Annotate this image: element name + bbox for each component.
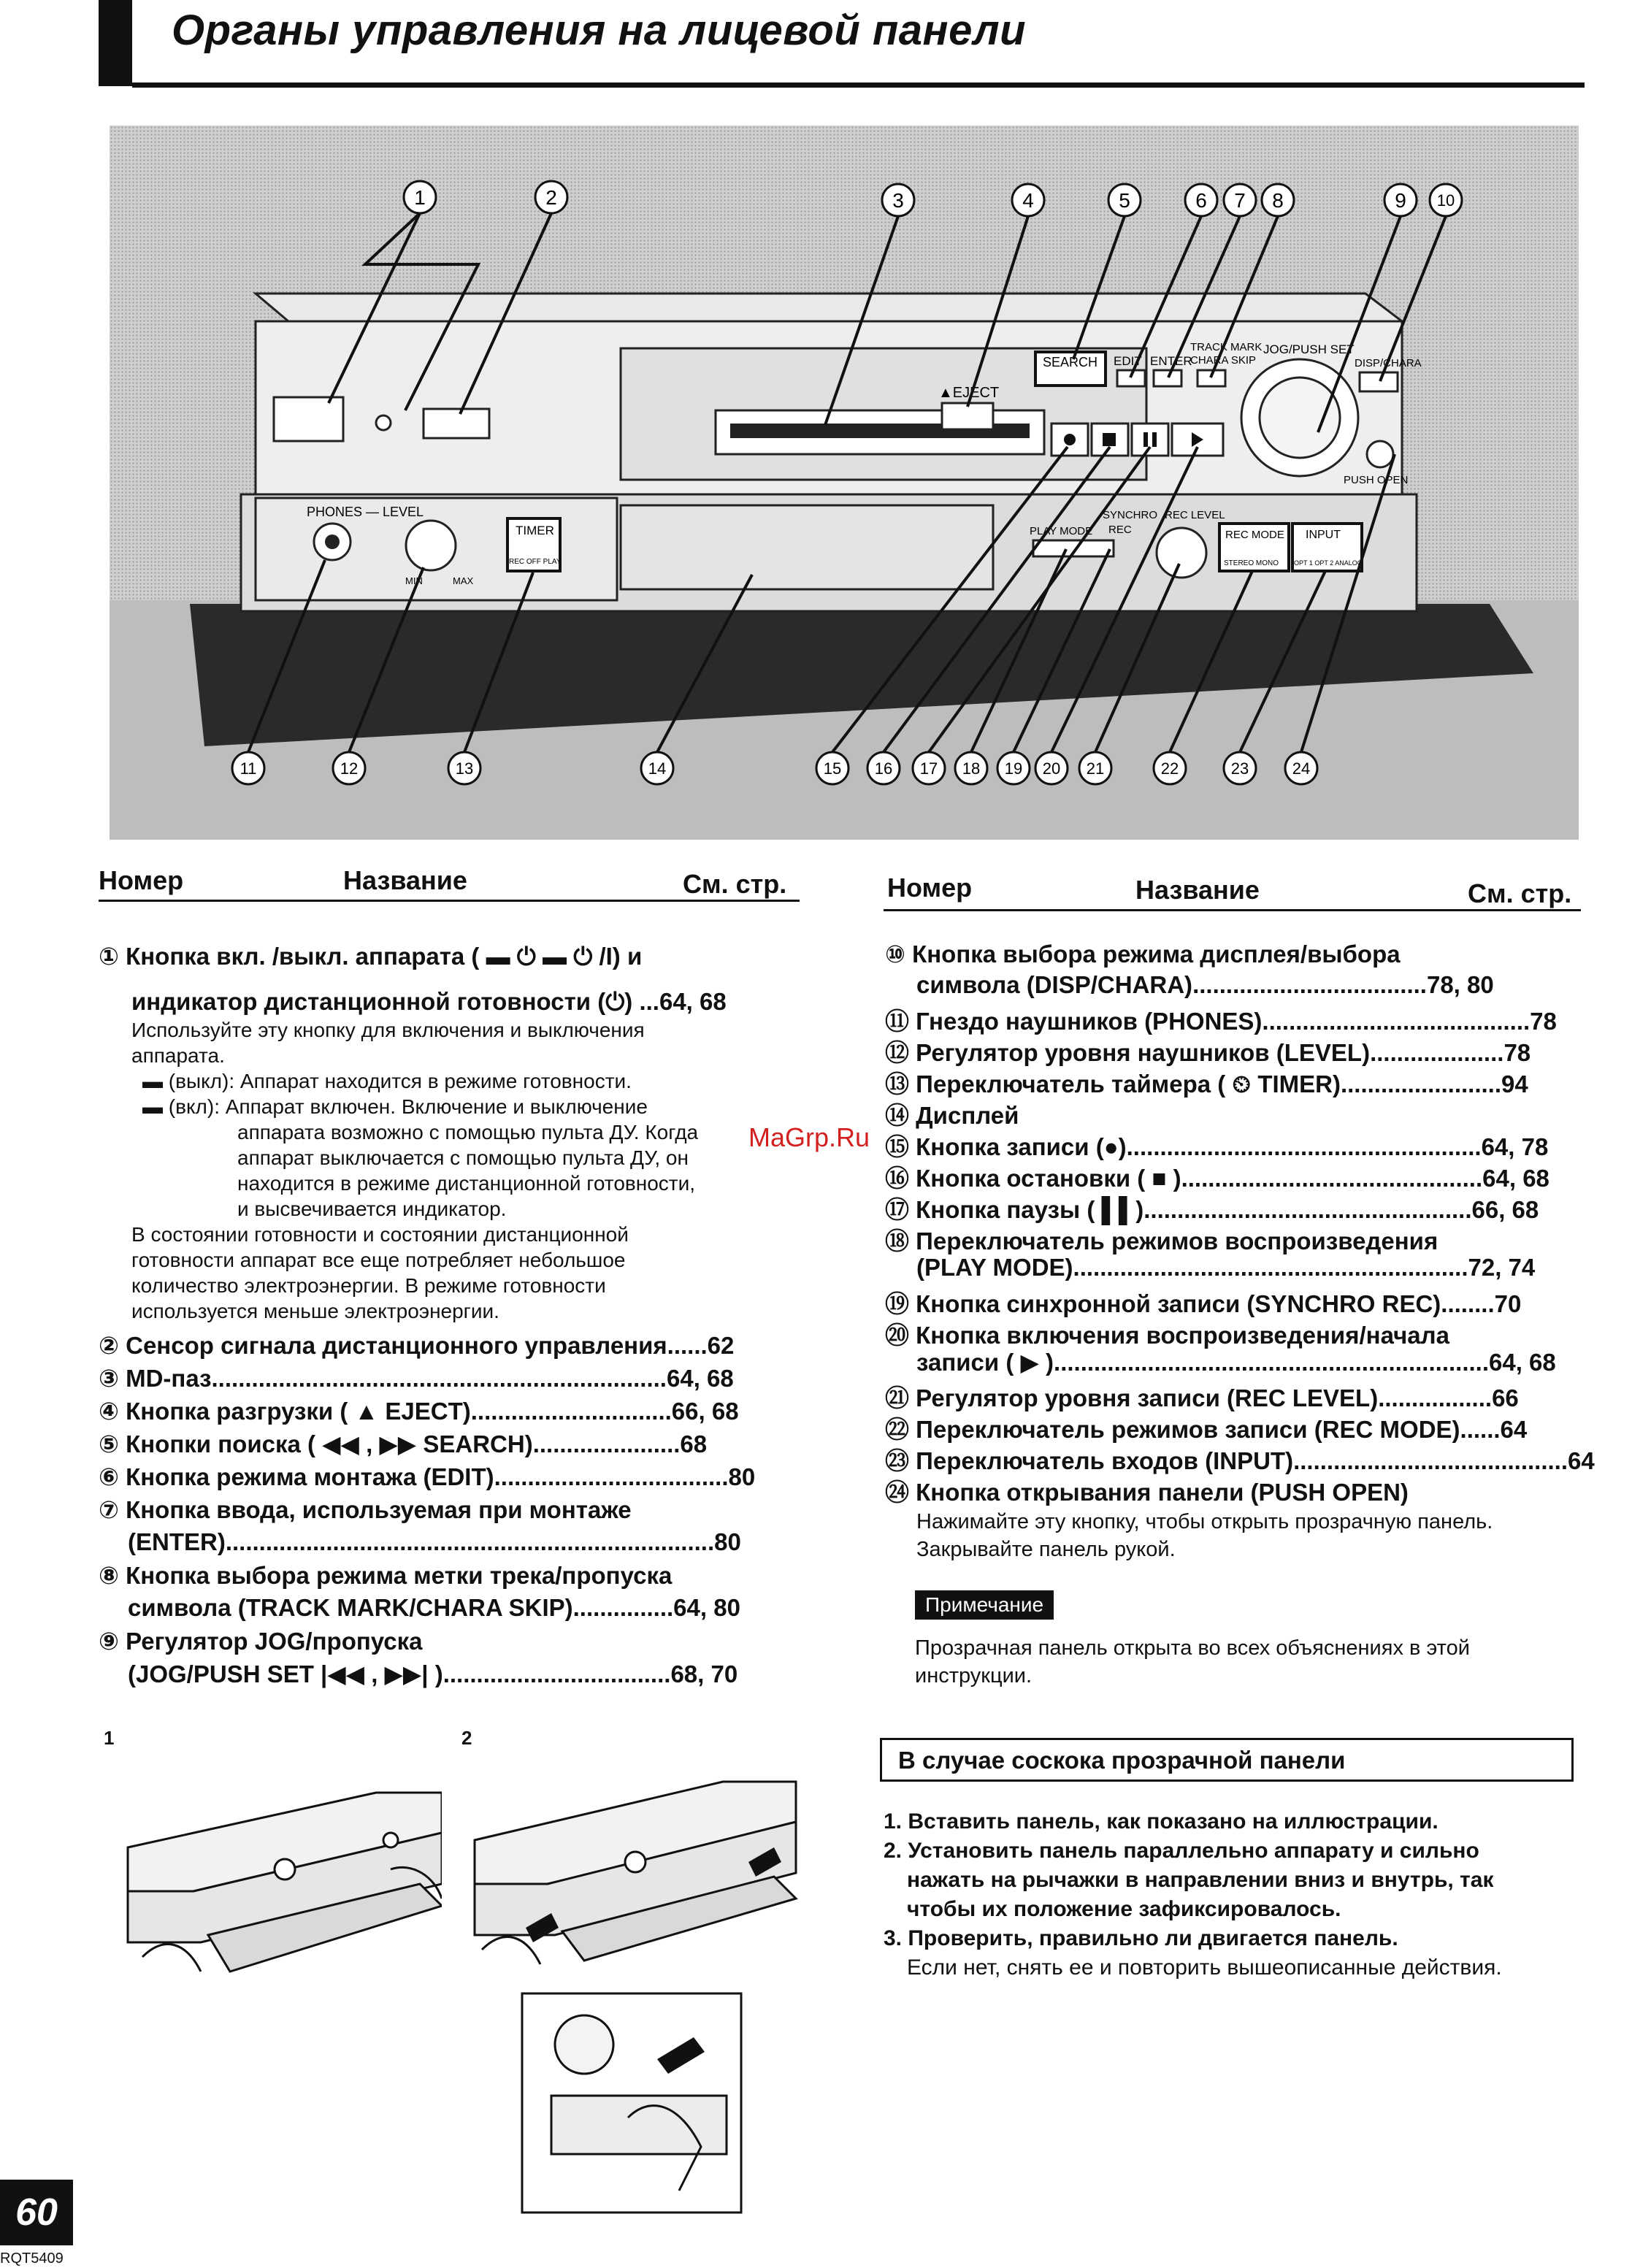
- callout-12: 12: [340, 759, 359, 778]
- right-entry-17: ⑰ Кнопка паузы ( ▌▌).................................................66, 68: [885, 1196, 1539, 1223]
- left-header-number: Номер: [99, 865, 184, 895]
- input-label: INPUT: [1306, 529, 1341, 541]
- right-entry-15: ⑮ Кнопка записи (●).....................................................64, 78: [885, 1133, 1549, 1160]
- right-entry-23: ㉓ Переключатель входов (INPUT).........................................64: [885, 1447, 1595, 1474]
- entry-1-note-line4: используется меньше электроэнергии.: [131, 1300, 499, 1322]
- rec-level-knob: [1157, 528, 1206, 578]
- right-entry-18-line2: (PLAY MODE)...........................................................72, 74: [916, 1254, 1536, 1281]
- callout-1: 1: [414, 186, 426, 209]
- entry-1-on-line1: ▬ (вкл): Аппарат включен. Включение и выключение: [142, 1095, 648, 1118]
- push-open-desc-line2: Закрывайте панель рукой.: [916, 1538, 1176, 1561]
- power-button: [274, 397, 343, 441]
- callout-24: 24: [1292, 759, 1311, 778]
- right-entry-19: ⑲ Кнопка синхронной записи (SYNCHRO REC)........70: [885, 1290, 1522, 1317]
- right-entry-11: ⑪ Гнездо наушников (PHONES)........................................78: [885, 1008, 1557, 1035]
- callouts-top: [404, 181, 1462, 216]
- stereo-mono-label: STEREO MONO: [1224, 559, 1279, 567]
- left-entry-4: ④ Кнопка разгрузки ( ▲ EJECT)..............................66, 68: [99, 1398, 739, 1425]
- right-entry-13: ⑬ Переключатель таймера ( ⏲ TIMER)........................94: [885, 1070, 1528, 1097]
- phones-level-label: PHONES — LEVEL: [307, 505, 424, 519]
- phones-jack-hole: [325, 535, 340, 549]
- callout-3: 3: [892, 189, 904, 212]
- standby-indicator: [376, 415, 391, 430]
- entry-1-on-line3: аппарат выключается с помощью пульта ДУ, он: [237, 1146, 689, 1169]
- left-entry-1-line2: индикатор дистанционной готовности (⏻) ...64, 68: [131, 988, 727, 1015]
- callout-16: 16: [874, 759, 893, 778]
- callout-10: 10: [1436, 191, 1455, 210]
- callout-18: 18: [962, 759, 981, 778]
- left-entry-5: ⑤ Кнопки поиска ( ◀◀ , ▶▶ SEARCH)......................68: [99, 1430, 708, 1457]
- section-step-3-line2: Если нет, снять ее и повторить вышеописанные действия.: [907, 1955, 1502, 1980]
- left-entry-7-line1: ⑦ Кнопка ввода, используемая при монтаже: [99, 1496, 632, 1523]
- pause-symbol-right: [1152, 432, 1157, 447]
- entry-1-on-line4: находится в режиме дистанционной готовности,: [237, 1172, 696, 1195]
- section-title-box: [880, 1738, 1574, 1782]
- section-step-1: 1. Вставить панель, как показано на иллюстрации.: [884, 1809, 1438, 1834]
- unit-top: [256, 294, 1402, 321]
- section-step-2-line2: нажать на рычажки в направлении вниз и внутрь, так: [907, 1868, 1494, 1892]
- push-open-label: PUSH OPEN: [1344, 474, 1409, 486]
- note-text-line2: инструкции.: [915, 1664, 1033, 1687]
- left-header-name: Название: [343, 865, 467, 895]
- callout-4: 4: [1022, 189, 1034, 212]
- push-open-desc: [916, 1508, 1493, 1563]
- eject-button: [942, 403, 993, 429]
- callout-20: 20: [1042, 759, 1061, 778]
- edit-label: EDIT: [1114, 354, 1142, 368]
- left-entry-3: ③ MD-паз....................................................................64, 68: [99, 1365, 734, 1392]
- entry-1-note-line1: В состоянии готовности и состоянии дистанционной: [131, 1223, 629, 1246]
- play-mode-label: PLAY MODE: [1030, 525, 1093, 537]
- enter-button: [1154, 370, 1181, 386]
- entry-1-note-line2: готовности аппарат все еще потребляет небольшое: [131, 1249, 626, 1271]
- entry-1-desc-line2: аппарата.: [131, 1044, 225, 1067]
- right-entry-22: ㉒ Переключатель режимов записи (REC MODE)......64: [885, 1416, 1528, 1443]
- entry-1-note-line3: количество электроэнергии. В режиме готовности: [131, 1274, 606, 1297]
- level-min-label: MIN: [405, 575, 423, 586]
- left-entry-1-line1: ① Кнопка вкл. /выкл. аппарата ( ▬ ⏻ ▬ ⏻ /I) и: [99, 943, 643, 970]
- entry-1-on-line2: аппарата возможно с помощью пульта ДУ. Когда: [237, 1121, 699, 1143]
- pause-button: [1132, 424, 1168, 456]
- disp-label: DISP/CHARA: [1355, 357, 1422, 369]
- entry-1-desc: [131, 1017, 789, 1324]
- right-entry-14: ⑭ Дисплей: [885, 1102, 1019, 1129]
- level-max-label: MAX: [453, 575, 474, 586]
- page-title: Органы управления на лицевой панели: [172, 7, 1027, 54]
- left-entry-6: ⑥ Кнопка режима монтажа (EDIT)...................................80: [99, 1463, 756, 1490]
- eject-label: ▲EJECT: [938, 385, 1000, 401]
- callout-22: 22: [1160, 759, 1179, 778]
- entry-1-desc-line1: Используйте эту кнопку для включения и выключения: [131, 1019, 645, 1041]
- callout-21: 21: [1086, 759, 1105, 778]
- jog-label: JOG/PUSH SET: [1263, 342, 1355, 356]
- rec-level-label: REC LEVEL: [1165, 509, 1225, 521]
- callout-13: 13: [455, 759, 474, 778]
- right-entry-18-line1: ⑱ Переключатель режимов воспроизведения: [885, 1227, 1438, 1254]
- synchro-label: SYNCHRO: [1103, 509, 1158, 521]
- callout-17: 17: [919, 759, 938, 778]
- section-step-2-line3: чтобы их положение зафиксировалось.: [907, 1897, 1341, 1921]
- front-panel-diagram: [110, 126, 1579, 840]
- input-sub-label: OPT 1 OPT 2 ANALOG: [1294, 559, 1363, 567]
- search-label: SEARCH: [1043, 355, 1098, 369]
- callout-7: 7: [1234, 189, 1246, 212]
- right-header-name: Название: [1135, 875, 1260, 905]
- track-mark-label: TRACK MARK: [1190, 341, 1263, 353]
- right-entry-10-line1: ⑩ Кнопка выбора режима дисплея/выбора: [885, 940, 1401, 968]
- callout-9: 9: [1395, 189, 1406, 212]
- note-badge: Примечание: [915, 1590, 1054, 1620]
- left-entry-9-line1: ⑨ Регулятор JOG/пропуска: [99, 1628, 423, 1655]
- callout-14: 14: [648, 759, 667, 778]
- entry-1-off: ▬ (выкл): Аппарат находится в режиме готовности.: [142, 1070, 632, 1092]
- level-knob: [406, 521, 456, 570]
- note-text: [915, 1634, 1470, 1690]
- push-open-desc-line1: Нажимайте эту кнопку, чтобы открыть прозрачную панель.: [916, 1510, 1493, 1533]
- page-number: 60: [0, 2180, 73, 2245]
- section-step-2-line1: 2. Установить панель параллельно аппарату и сильно: [884, 1839, 1479, 1863]
- remote-sensor: [424, 409, 489, 438]
- stop-symbol: [1103, 433, 1116, 446]
- right-header-number: Номер: [887, 873, 973, 903]
- callout-5: 5: [1119, 189, 1130, 212]
- chara-skip-label: CHARA SKIP: [1190, 354, 1257, 367]
- doc-code: RQT5409: [0, 2250, 64, 2267]
- right-entry-20-line2: записи ( ▶ ).................................................................64, 68: [916, 1349, 1556, 1376]
- figure-2-illustration: [460, 1752, 811, 2220]
- callout-6: 6: [1195, 189, 1207, 212]
- section-title: В случае соскока прозрачной панели: [898, 1747, 1346, 1774]
- callout-8: 8: [1272, 189, 1284, 212]
- left-header-rule: [99, 900, 800, 902]
- watermark: MaGrp.Ru: [748, 1122, 870, 1152]
- left-entry-8-line1: ⑧ Кнопка выбора режима метки трека/пропуска: [99, 1562, 673, 1589]
- right-entry-20-line1: ⑳ Кнопка включения воспроизведения/начала: [885, 1322, 1449, 1349]
- callout-19: 19: [1004, 759, 1023, 778]
- left-entry-8-line2: символа (TRACK MARK/CHARA SKIP)...............64, 80: [128, 1594, 740, 1621]
- callout-11: 11: [240, 759, 257, 778]
- left-entry-7-line2: (ENTER).........................................................................80: [128, 1528, 741, 1555]
- display-window: [621, 505, 993, 589]
- push-open-button: [1367, 441, 1393, 467]
- note-text-line1: Прозрачная панель открыта во всех объяснениях в этой: [915, 1636, 1470, 1660]
- callout-15: 15: [823, 759, 842, 778]
- right-entry-24: ㉔ Кнопка открывания панели (PUSH OPEN): [885, 1479, 1409, 1506]
- figure-2: [460, 1752, 811, 2220]
- section-step-3-line1: 3. Проверить, правильно ли двигается панель.: [884, 1926, 1398, 1950]
- disp-button: [1360, 372, 1398, 391]
- synchro-rec-label: REC: [1108, 524, 1132, 536]
- callout-2: 2: [545, 186, 557, 209]
- left-entry-2: ② Сенсор сигнала дистанционного управления......62: [99, 1332, 735, 1359]
- right-entry-12: ⑫ Регулятор уровня наушников (LEVEL)....................78: [885, 1039, 1531, 1066]
- callout-23: 23: [1230, 759, 1249, 778]
- title-bar-block: [99, 0, 132, 86]
- title-underline: [132, 83, 1585, 88]
- figure-1: [99, 1752, 442, 1993]
- right-entry-16: ⑯ Кнопка остановки ( ■ ).............................................64, 68: [885, 1165, 1549, 1192]
- figure-1-illustration: [99, 1752, 442, 1993]
- pause-symbol-left: [1143, 432, 1148, 447]
- figure-2-label: 2: [461, 1727, 472, 1749]
- rec-mode-label: REC MODE: [1225, 529, 1284, 541]
- left-header-page: См. стр.: [683, 869, 787, 899]
- title-bar: [99, 0, 1585, 88]
- jog-dial: [1260, 378, 1340, 458]
- right-entry-10-line2: символа (DISP/CHARA)...................................78, 80: [916, 971, 1494, 998]
- timer-label: TIMER: [516, 524, 554, 537]
- right-header-rule: [884, 909, 1581, 911]
- front-panel-illustration: [110, 126, 1579, 840]
- record-symbol: [1064, 434, 1076, 445]
- right-header-page: См. стр.: [1468, 878, 1572, 908]
- left-entry-9-line2: (JOG/PUSH SET |◀◀ , ▶▶| )..................................68, 70: [128, 1660, 738, 1687]
- enter-label: ENTER: [1150, 354, 1192, 368]
- entry-1-on-line5: и высвечивается индикатор.: [237, 1198, 507, 1220]
- right-entry-21: ㉑ Регулятор уровня записи (REC LEVEL).................66: [885, 1384, 1519, 1411]
- timer-sub-label: REC OFF PLAY: [509, 558, 562, 566]
- figure-1-label: 1: [104, 1727, 115, 1749]
